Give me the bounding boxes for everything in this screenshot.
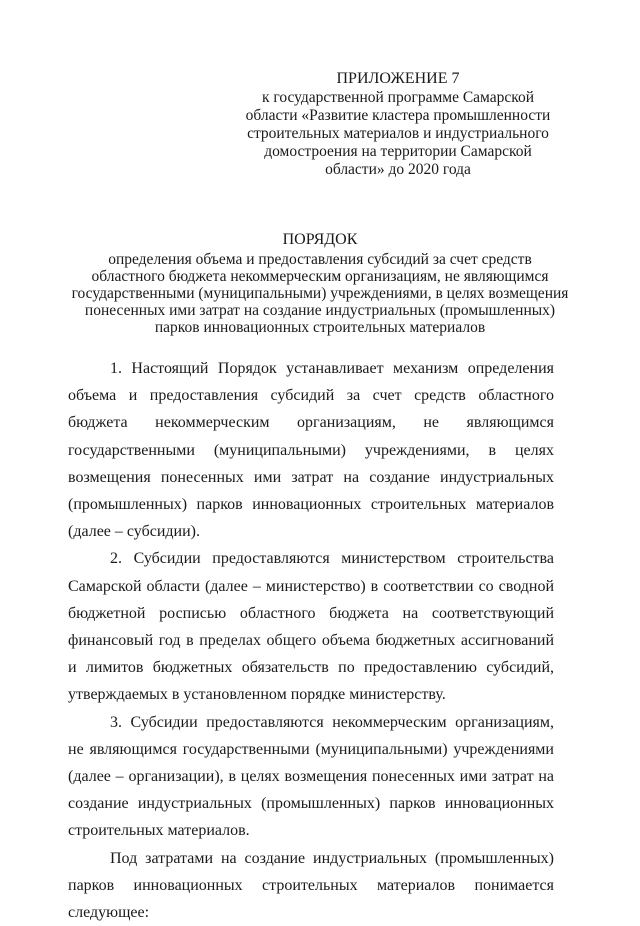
subtitle-line: областного бюджета некоммерческим организациям, не являющимся: [91, 268, 549, 285]
appendix-line: домостроения на территории Самарской: [264, 143, 532, 160]
appendix-line: к государственной программе Самарской: [261, 89, 535, 106]
paragraph-1: 1. Настоящий Порядок устанавливает механизм определения объема и предоставления субсидий за счет средств областного бюджета некоммерческим организациям, не являющимся государственными (муниципальными) учреждениями, в целях возмещения понесенных ими затрат на создание индустриальных (промышленных) парков инновационных строительных материалов (далее – субсидии).: [68, 360, 554, 541]
subtitle-line: парков инновационных строительных материалов: [154, 319, 486, 336]
subtitle-line: государственными (муниципальными) учреждениями, в целях возмещения: [71, 285, 569, 302]
document-body: [68, 355, 554, 926]
paragraph-3: 3. Субсидии предоставляются некоммерческим организациям, не являющимся государственными (муниципальными) учреждениями (далее – организации), в целях возмещения понесенных ими затрат на создание индустриальных (промышленных) парков инновационных строительных материалов.: [68, 713, 554, 840]
subtitle-line: определения объема и предоставления субсидий за счет средств: [108, 251, 532, 268]
paragraph-2: 2. Субсидии предоставляются министерством строительства Самарской области (далее – министерство) в соответствии со сводной бюджетной росписью областного бюджета на соответствующий финансовый год в пределах общего объема бюджетных ассигнований и лимитов бюджетных обязательств по предоставлению субсидий, утверждаемых в установленном порядке министерству.: [68, 550, 554, 704]
document-title: ПОРЯДОК: [282, 231, 358, 248]
appendix-line: области» до 2020 года: [325, 161, 471, 178]
appendix-line: строительных материалов и индустриального: [247, 125, 549, 142]
appendix-heading: ПРИЛОЖЕНИЕ 7: [336, 70, 460, 87]
subtitle-line: понесенных ими затрат на создание индустриальных (промышленных): [84, 302, 556, 319]
document-subtitle: [50, 251, 590, 336]
paragraph-4: Под затратами на создание индустриальных (промышленных) парков инновационных строительных материалов понимается следующее:: [68, 849, 554, 922]
appendix-line: области «Развитие кластера промышленности: [245, 107, 551, 124]
appendix-block: [218, 70, 578, 179]
